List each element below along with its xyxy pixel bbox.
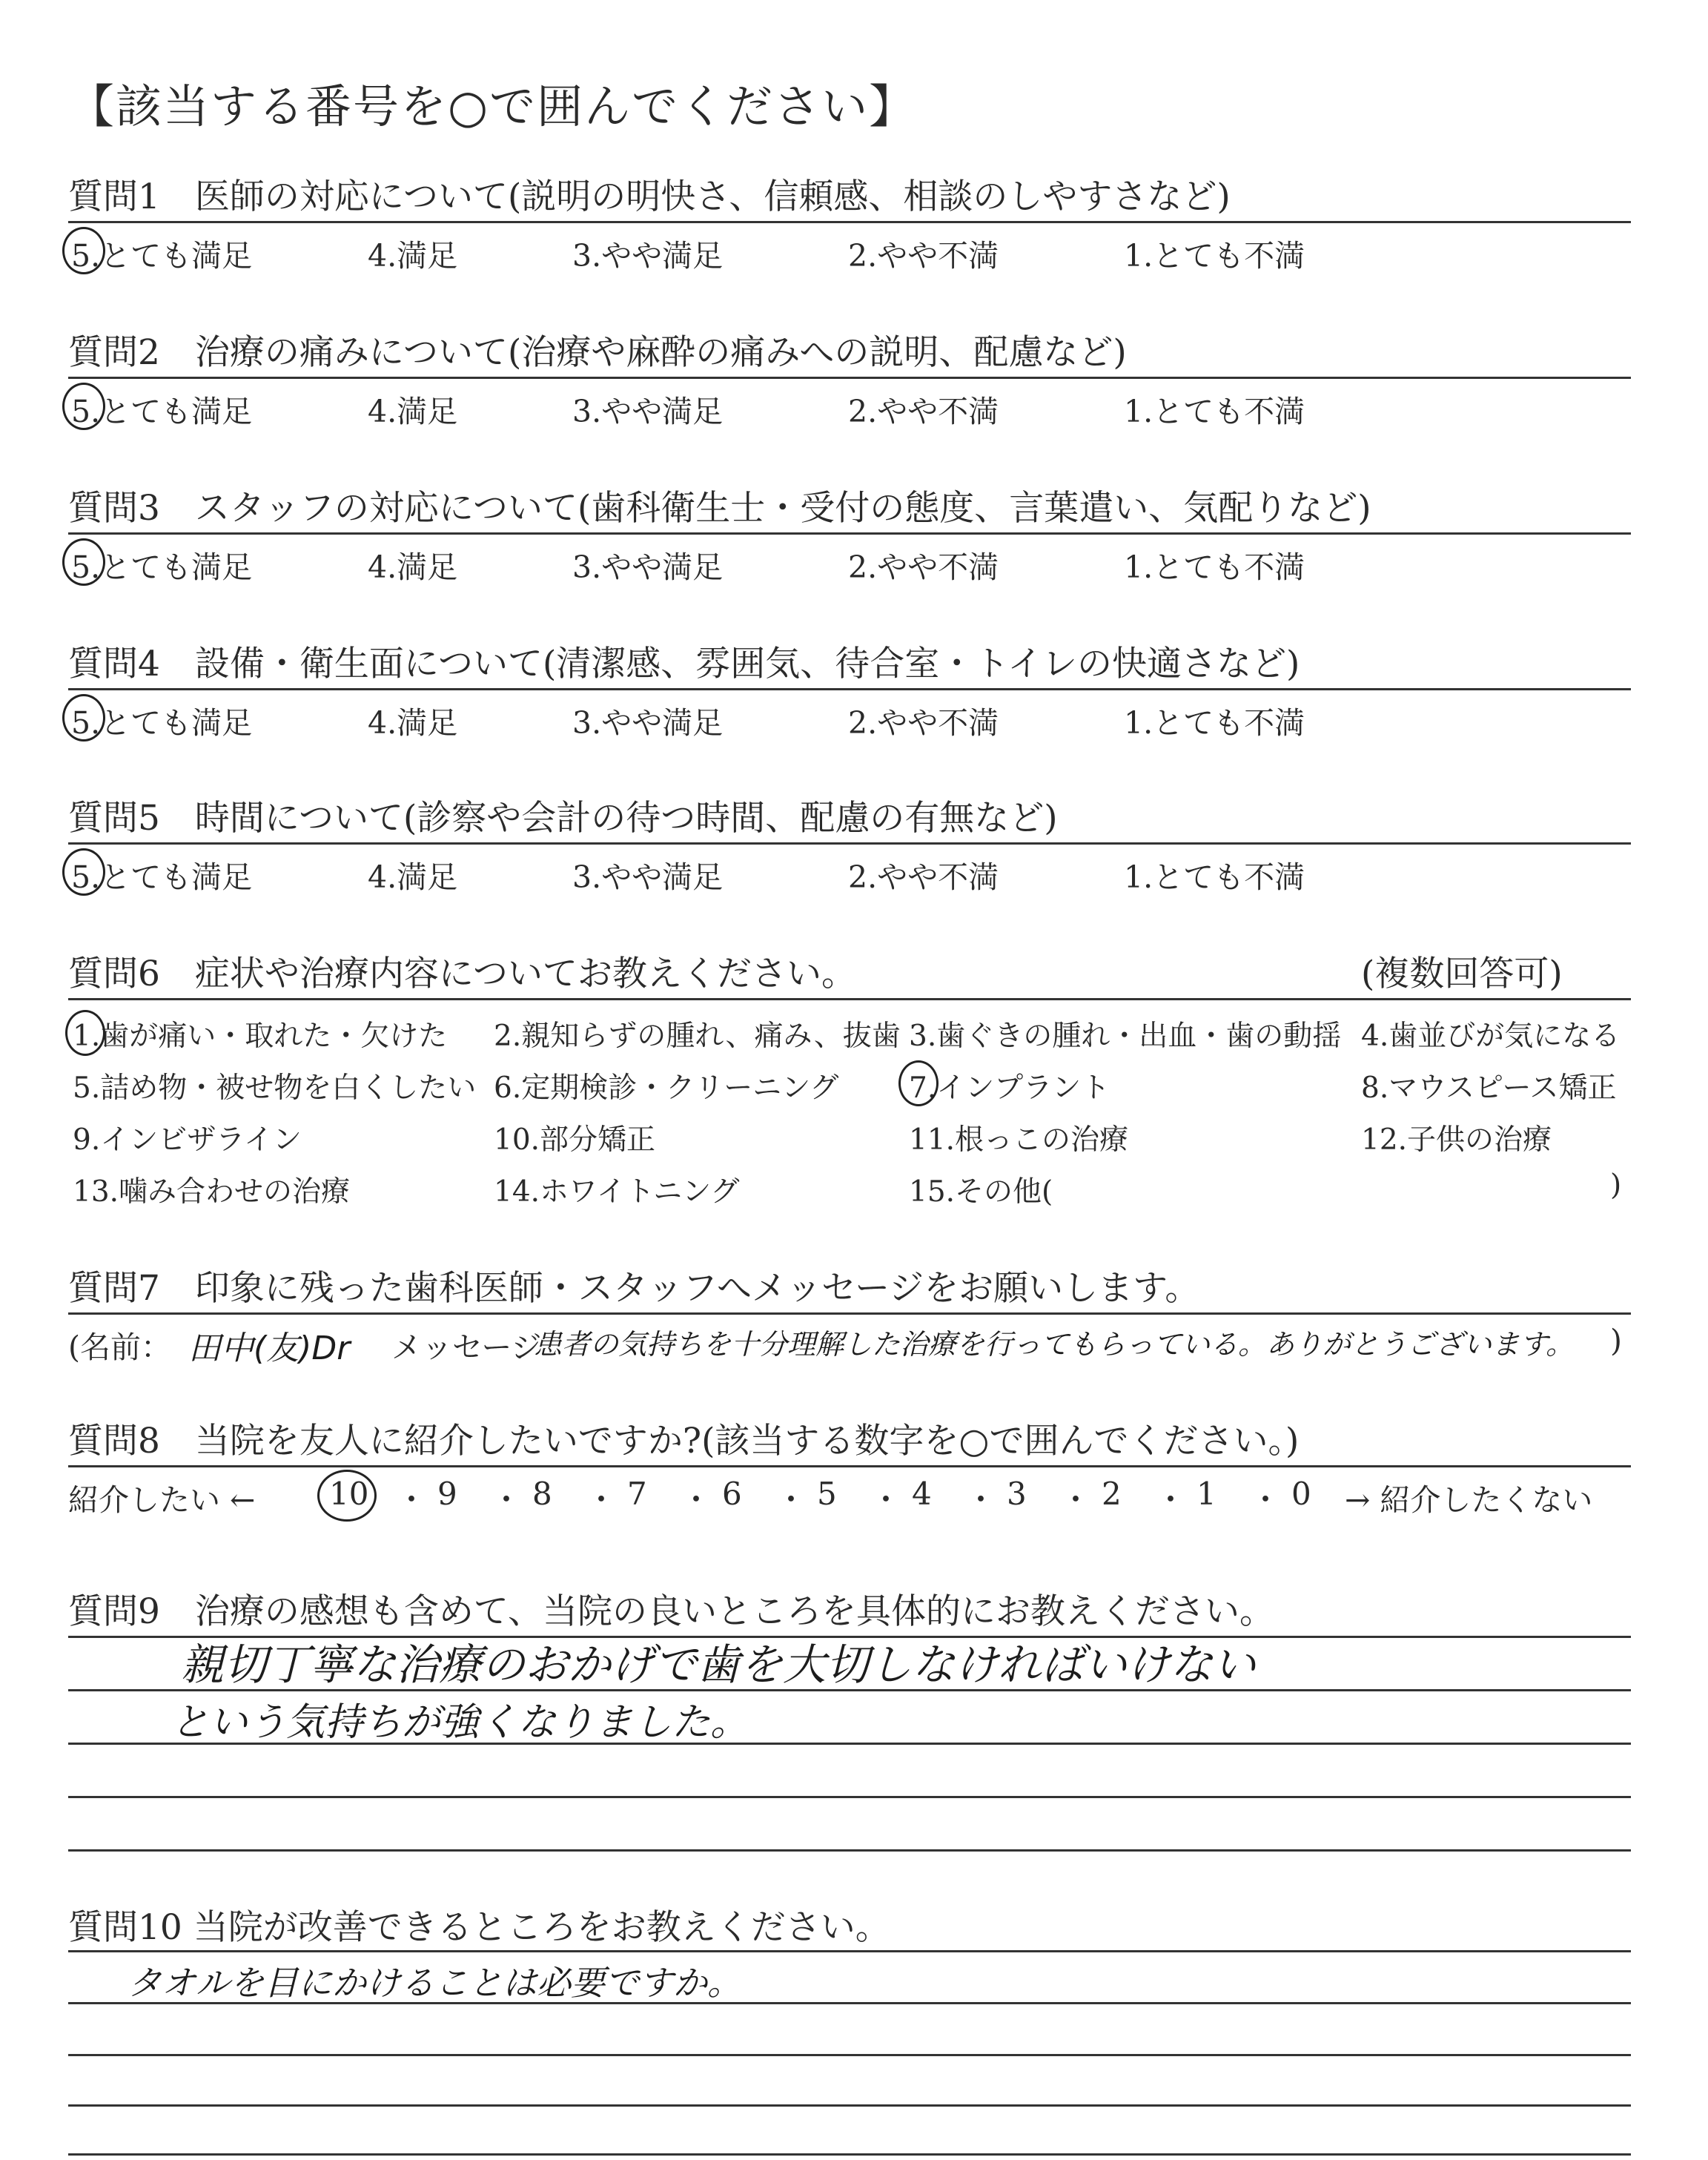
q9-answer-line-1[interactable]: 親切丁寧な治療のおかげで歯を大切しなければいけない [181,1639,1257,1690]
scale-dot: ・ [1250,1482,1282,1518]
scale-6[interactable]: 6 [722,1476,742,1512]
q3-option-4[interactable]: 4.満足 [368,549,458,585]
scale-5[interactable]: 5 [817,1476,837,1512]
scale-dot: ・ [1155,1482,1187,1518]
q6-item-1[interactable]: 1.歯が痛い・取れた・欠けた [73,1020,448,1053]
scale-4[interactable]: 4 [912,1476,932,1512]
question-5-title: 質問5 時間について(診察や会計の待つ時間、配慮の有無など) [68,798,1058,839]
q10-answer-line-1[interactable]: タオルを目にかけることは必要ですか。 [128,1963,741,2003]
divider [68,1312,1631,1315]
q2-option-2[interactable]: 2.やや不満 [848,394,999,429]
scale-0[interactable]: 0 [1291,1476,1311,1512]
q1-option-5[interactable]: 5.とても満足 [71,238,253,274]
q1-option-1[interactable]: 1.とても不満 [1124,238,1305,274]
scale-7[interactable]: 7 [627,1476,647,1512]
divider [68,842,1631,845]
divider [68,1465,1631,1467]
answer-line [68,2054,1631,2056]
q3-option-2[interactable]: 2.やや不満 [848,549,999,585]
q3-option-1[interactable]: 1.とても不満 [1124,549,1305,585]
scale-dot: ・ [491,1482,523,1518]
q1-option-2[interactable]: 2.やや不満 [848,238,999,274]
q5-option-1[interactable]: 1.とても不満 [1124,859,1305,895]
answer-line [68,1849,1631,1852]
q6-item-4[interactable]: 4.歯並びが気になる [1361,1020,1621,1053]
question-4-title: 質問4 設備・衛生面について(清潔感、雰囲気、待合室・トイレの快適さなど) [68,644,1300,684]
q6-item-2[interactable]: 2.親知らずの腫れ、痛み、抜歯 [494,1020,901,1053]
scale-dot: ・ [586,1482,618,1518]
q5-option-4[interactable]: 4.満足 [368,859,458,895]
q6-item-10[interactable]: 10.部分矯正 [494,1123,656,1157]
q1-option-3[interactable]: 3.やや満足 [572,238,724,274]
divider [68,221,1631,223]
scale-dot: ・ [870,1482,902,1518]
scale-9[interactable]: 9 [437,1476,457,1512]
q4-option-4[interactable]: 4.満足 [368,705,458,741]
q5-option-5[interactable]: 5.とても満足 [71,859,253,895]
close-paren: ) [1610,1323,1622,1358]
scale-1[interactable]: 1 [1196,1476,1217,1512]
question-8-title: 質問8 当院を友人に紹介したいですか?(該当する数字を○で囲んでください。) [68,1421,1300,1462]
divider [68,688,1631,690]
divider [68,377,1631,379]
question-10-title: 質問10 当院が改善できるところをお教えください。 [68,1907,890,1948]
scale-dot: ・ [681,1482,712,1518]
message-label: メッセージ [391,1330,542,1365]
selection-circle [65,1010,105,1056]
selection-circle [62,383,105,430]
question-6-title: 質問6 症状や治療内容についてお教えください。 [68,954,856,994]
q3-option-5[interactable]: 5.とても満足 [71,549,253,585]
q2-option-1[interactable]: 1.とても不満 [1124,394,1305,429]
scale-dot: ・ [1060,1482,1092,1518]
q4-option-3[interactable]: 3.やや満足 [572,705,724,741]
answer-line [68,2153,1631,2156]
q6-item-9[interactable]: 9.インビザライン [73,1123,302,1157]
scale-3[interactable]: 3 [1007,1476,1027,1512]
q9-answer-line-2[interactable]: という気持ちが強くなりました。 [171,1700,749,1745]
divider [68,1950,1631,1952]
q6-item-3[interactable]: 3.歯ぐきの腫れ・出血・歯の動揺 [909,1020,1342,1053]
name-label: (名前： [68,1330,171,1365]
selection-circle [898,1060,939,1106]
question-2-title: 質問2 治療の痛みについて(治療や麻酔の痛みへの説明、配慮など) [68,332,1127,373]
q6-item-5[interactable]: 5.詰め物・被せ物を白くしたい [73,1071,477,1105]
selection-circle [62,694,105,742]
q4-option-1[interactable]: 1.とても不満 [1124,705,1305,741]
q6-item-7[interactable]: 7.インプラント [909,1071,1110,1105]
q1-option-4[interactable]: 4.満足 [368,238,458,274]
selection-circle [62,538,105,586]
name-value-handwritten[interactable]: 田中(友)Dr [188,1330,351,1367]
q5-option-3[interactable]: 3.やや満足 [572,859,724,895]
q4-option-5[interactable]: 5.とても満足 [71,705,253,741]
selection-circle [317,1470,377,1522]
selection-circle [62,227,105,274]
q3-option-3[interactable]: 3.やや満足 [572,549,724,585]
divider [68,532,1631,535]
scale-8[interactable]: 8 [532,1476,552,1512]
question-3-title: 質問3 スタッフの対応について(歯科衛生士・受付の態度、言葉遣い、気配りなど) [68,488,1371,529]
question-9-title: 質問9 治療の感想も含めて、当院の良いところを具体的にお教えください。 [68,1591,1274,1632]
q2-option-3[interactable]: 3.やや満足 [572,394,724,429]
q6-item-15[interactable]: 15.その他( [909,1175,1053,1209]
q6-item-8[interactable]: 8.マウスピース矯正 [1361,1071,1617,1105]
scale-dot: ・ [965,1482,997,1518]
message-value-handwritten[interactable]: 患者の気持ちを十分理解した治療を行ってもらっている。ありがとうございます。 [534,1328,1574,1361]
scale-dot: ・ [396,1482,428,1518]
answer-line [68,1796,1631,1798]
recommend-left-label: 紹介したい ← [68,1482,256,1518]
form-header: 【該当する番号を○で囲んでください】 [68,79,917,133]
q2-option-5[interactable]: 5.とても満足 [71,394,253,429]
q5-option-2[interactable]: 2.やや不満 [848,859,999,895]
q6-item-6[interactable]: 6.定期検診・クリーニング [494,1071,839,1105]
question-1-title: 質問1 医師の対応について(説明の明快さ、信頼感、相談のしやすさなど) [68,176,1231,217]
scale-2[interactable]: 2 [1102,1476,1122,1512]
q6-item-14[interactable]: 14.ホワイトニング [494,1175,740,1209]
q2-option-4[interactable]: 4.満足 [368,394,458,429]
multiple-answers-note: (複数回答可) [1361,954,1563,994]
q6-item-11[interactable]: 11.根っこの治療 [909,1123,1129,1157]
scale-dot: ・ [775,1482,807,1518]
question-7-title: 質問7 印象に残った歯科医師・スタッフへメッセージをお願いします。 [68,1268,1200,1309]
answer-line [68,2104,1631,2107]
divider [68,998,1631,1000]
selection-circle [62,848,105,896]
q6-item-12[interactable]: 12.子供の治療 [1361,1123,1552,1157]
recommend-right-label: → 紹介したくない [1345,1482,1593,1518]
q6-other-close-paren: ) [1610,1169,1622,1202]
q4-option-2[interactable]: 2.やや不満 [848,705,999,741]
scale-10[interactable]: 10 [329,1476,369,1512]
q6-item-13[interactable]: 13.噛み合わせの治療 [73,1175,351,1209]
